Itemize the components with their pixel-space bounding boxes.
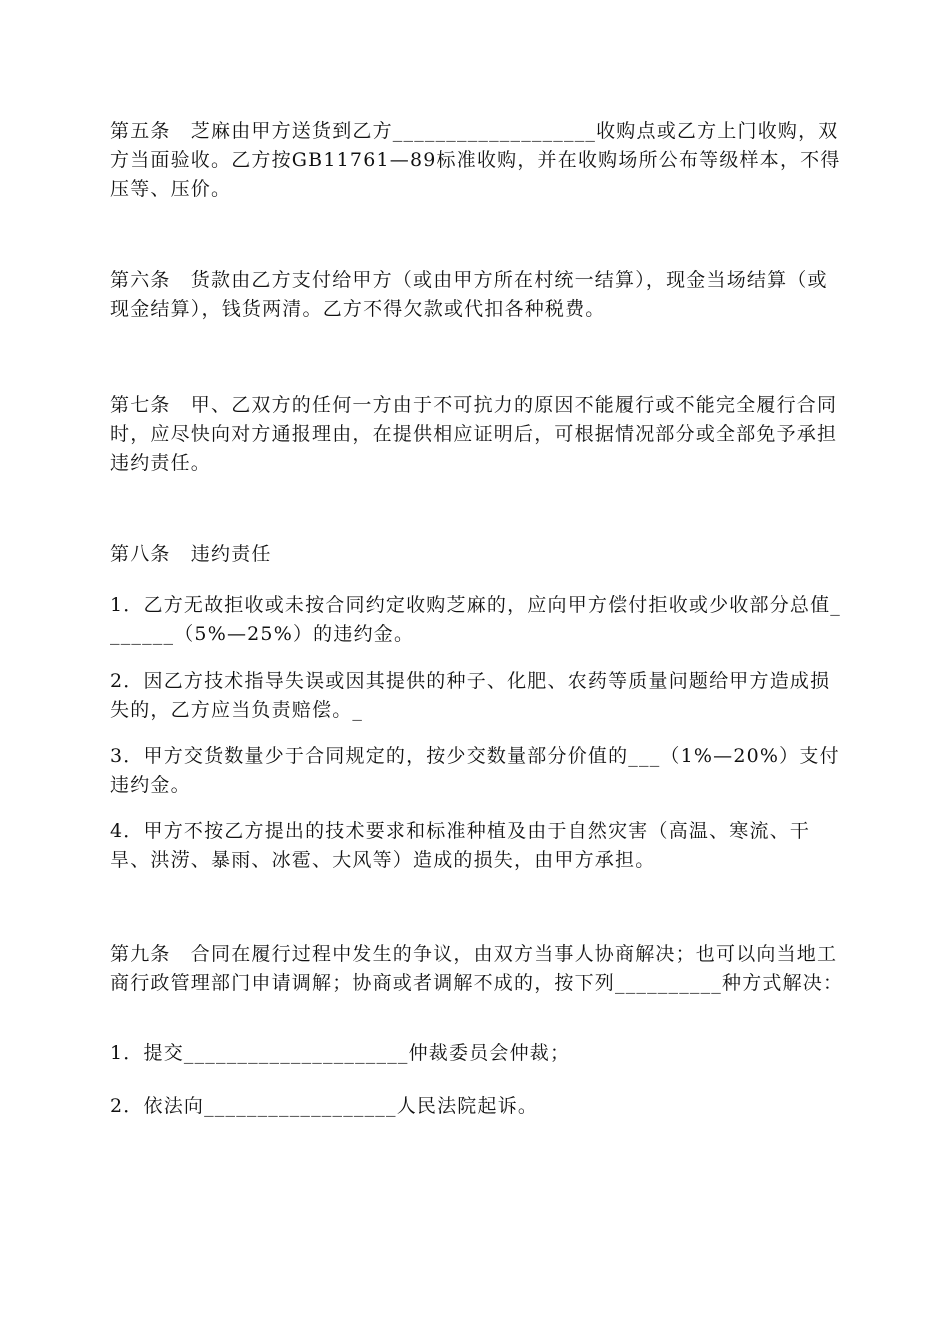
article-9-paragraph: 第九条 合同在履行过程中发生的争议，由双方当事人协商解决；也可以向当地工商行政管理部门申请调解；协商或者调解不成的，按下列__________种方式解决： (110, 943, 844, 994)
article-8-item-3: 3．甲方交货数量少于合同规定的，按少交数量部分价值的___（1%—20%）支付违约金。 (110, 745, 840, 796)
article-8-item-4: 4．甲方不按乙方提出的技术要求和标准种植及由于自然灾害（高温、寒流、干旱、洪涝、暴雨、冰雹、大风等）造成的损失，由甲方承担。 (110, 820, 811, 871)
article-7-paragraph: 第七条 甲、乙双方的任何一方由于不可抗力的原因不能履行或不能完全履行合同时，应尽快向对方通报理由，在提供相应证明后，可根据情况部分或全部免予承担违约责任。 (110, 394, 838, 474)
article-5-paragraph: 第五条 芝麻由甲方送货到乙方___________________收购点或乙方上门收购，双方当面验收。乙方按GB11761—89标准收购，并在收购场所公布等级样本，不得压等、压价。 (110, 120, 841, 200)
article-8-item-1: 1．乙方无故拒收或未按合同约定收购芝麻的，应向甲方偿付拒收或少收部分总值_______（5%—25%）的违约金。 (110, 594, 841, 645)
article-9-item-2: 2．依法向__________________人民法院起诉。 (110, 1095, 539, 1117)
article-8-item-2: 2．因乙方技术指导失误或因其提供的种子、化肥、农药等质量问题给甲方造成损失的，乙方应当负责赔偿。_ (110, 670, 831, 721)
article-9-item-1: 1．提交_____________________仲裁委员会仲裁； (110, 1042, 571, 1064)
article-6-paragraph: 第六条 货款由乙方支付给甲方（或由甲方所在村统一结算），现金当场结算（或现金结算），钱货两清。乙方不得欠款或代扣各种税费。 (110, 269, 828, 320)
article-8-heading: 第八条 违约责任 (110, 543, 272, 565)
